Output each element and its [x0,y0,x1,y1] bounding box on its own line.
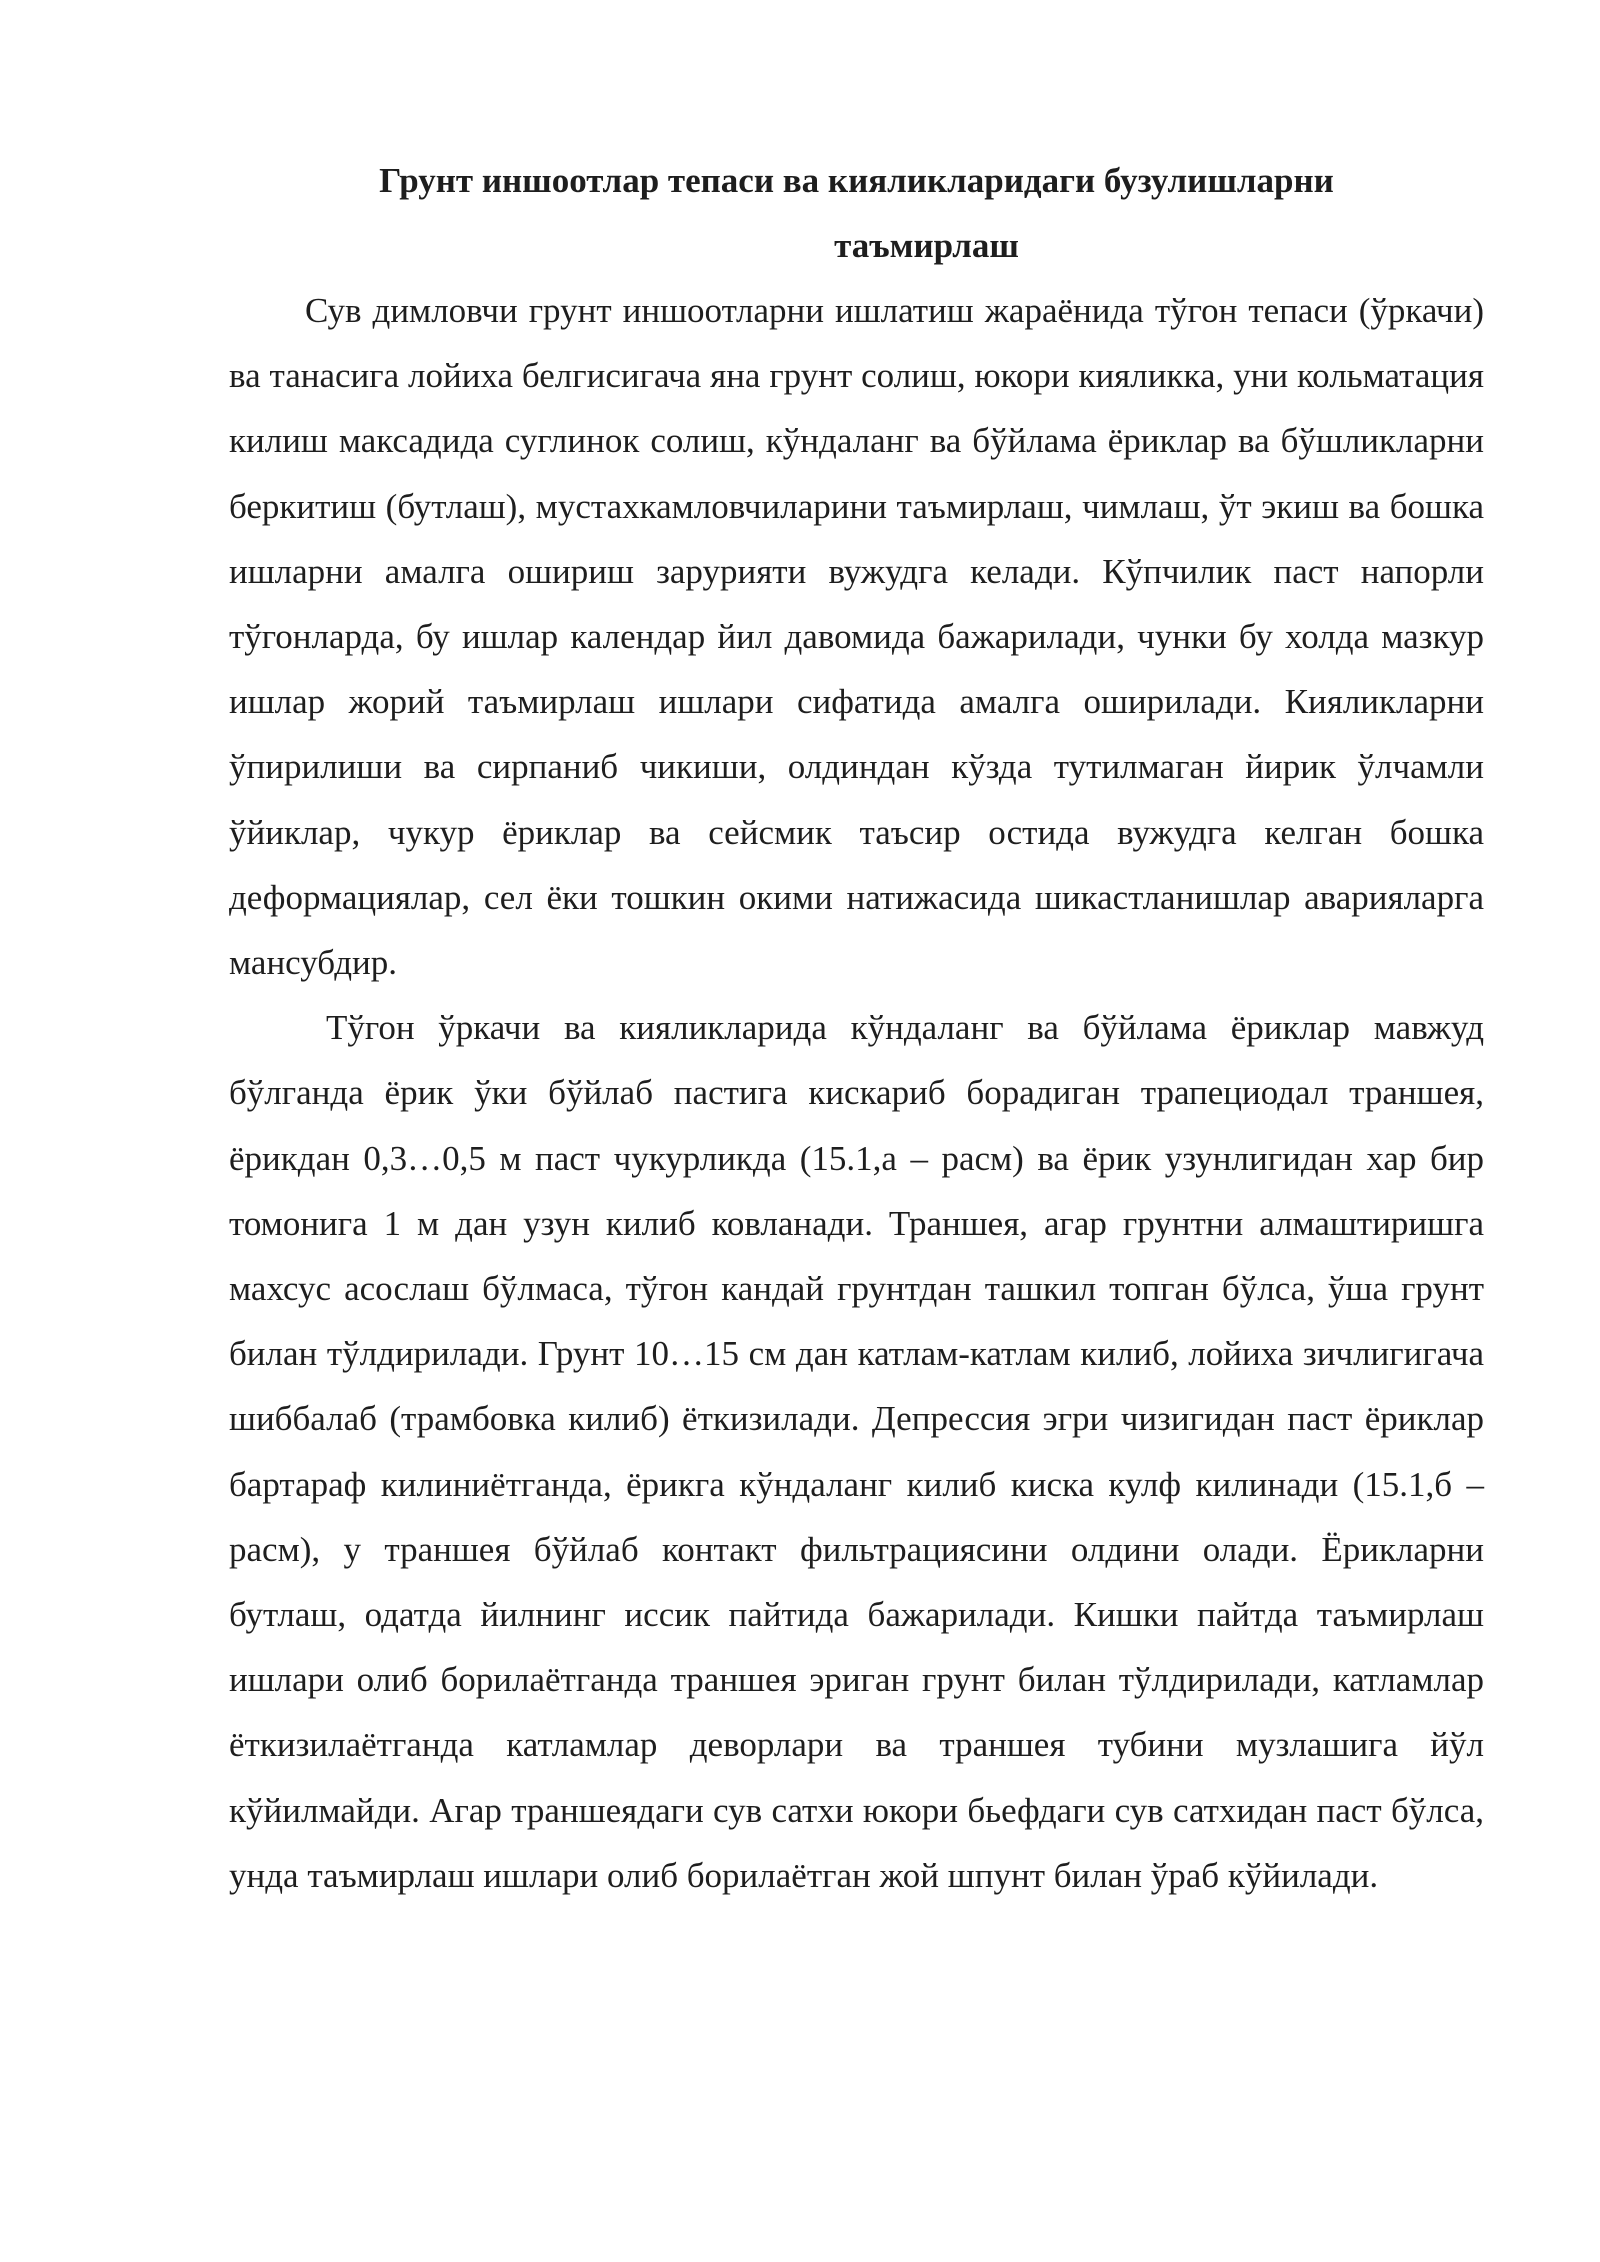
title-line-2: таъмирлаш [834,226,1019,265]
paragraph-1: Сув димловчи грунт иншоотларни ишлатиш жараёнида тўгон тепаси (ўркачи) ва танасига лойиха белгисигача яна грунт солиш, юкори кияликка, уни кольматация килиш максадида суглинок солиш, кўндаланг ва бўйлама ёриклар ва бўшликларни беркитиш (бутлаш), мустахкамловчиларини таъмирлаш, чимлаш, ўт экиш ва бошка ишларни амалга ошириш зарурияти вужудга келади. Кўпчилик паст напорли тўгонларда, бу ишлар календар йил давомида бажарилади, чунки бу холда мазкур ишлар жорий таъмирлаш ишлари сифатида амалга оширилади. Кияликларни ўпирилиши ва сирпаниб чикиши, олдиндан кўзда тутилмаган йирик ўлчамли ўйиклар, чукур ёриклар ва сейсмик таъсир остида вужудга келган бошка деформациялар, сел ёки тошкин окими натижасида шикастланишлар аварияларга мансубдир. [229,291,1484,983]
paragraph-2: Тўгон ўркачи ва кияликларида кўндаланг ва бўйлама ёриклар мавжуд бўлганда ёрик ўки бўйлаб пастига кискариб борадиган трапециодал траншея, ёрикдан 0,3…0,5 м паст чукурликда (15.1,а – расм) ва ёрик узунлигидан хар бир томонига 1 м дан узун килиб ковланади. Траншея, агар грунтни алмаштиришга махсус асослаш бўлмаса, тўгон кандай грунтдан ташкил топган бўлса, ўша грунт билан тўлдирилади. Грунт 10…15 см дан катлам-катлам килиб, лойиха зичлигигача шиббалаб (трамбовка килиб) ёткизилади. Депрессия эгри чизигидан паст ёриклар бартараф килиниётганда, ёрикга кўндаланг килиб киска кулф килинади (15.1,б – расм), у траншея бўйлаб контакт фильтрациясини олдини олади. Ёрикларни бутлаш, одатда йилнинг иссик пайтида бажарилади. Кишки пайтда таъмирлаш ишлари олиб борилаётганда траншея эриган грунт билан тўлдирилади, катламлар ёткизилаётганда катламлар деворлари ва траншея тубини музлашига йўл кўйилмайди. Агар траншеядаги сув сатхи юкори бьефдаги сув сатхидан паст бўлса, унда таъмирлаш ишлари олиб борилаётган жой шпунт билан ўраб кўйилади. [229,1008,1484,1895]
document-title [229,148,1484,278]
document-page [229,148,1484,1908]
title-line-1: Грунт иншоотлар тепаси ва кияликларидаги бузулишларни [379,161,1334,200]
